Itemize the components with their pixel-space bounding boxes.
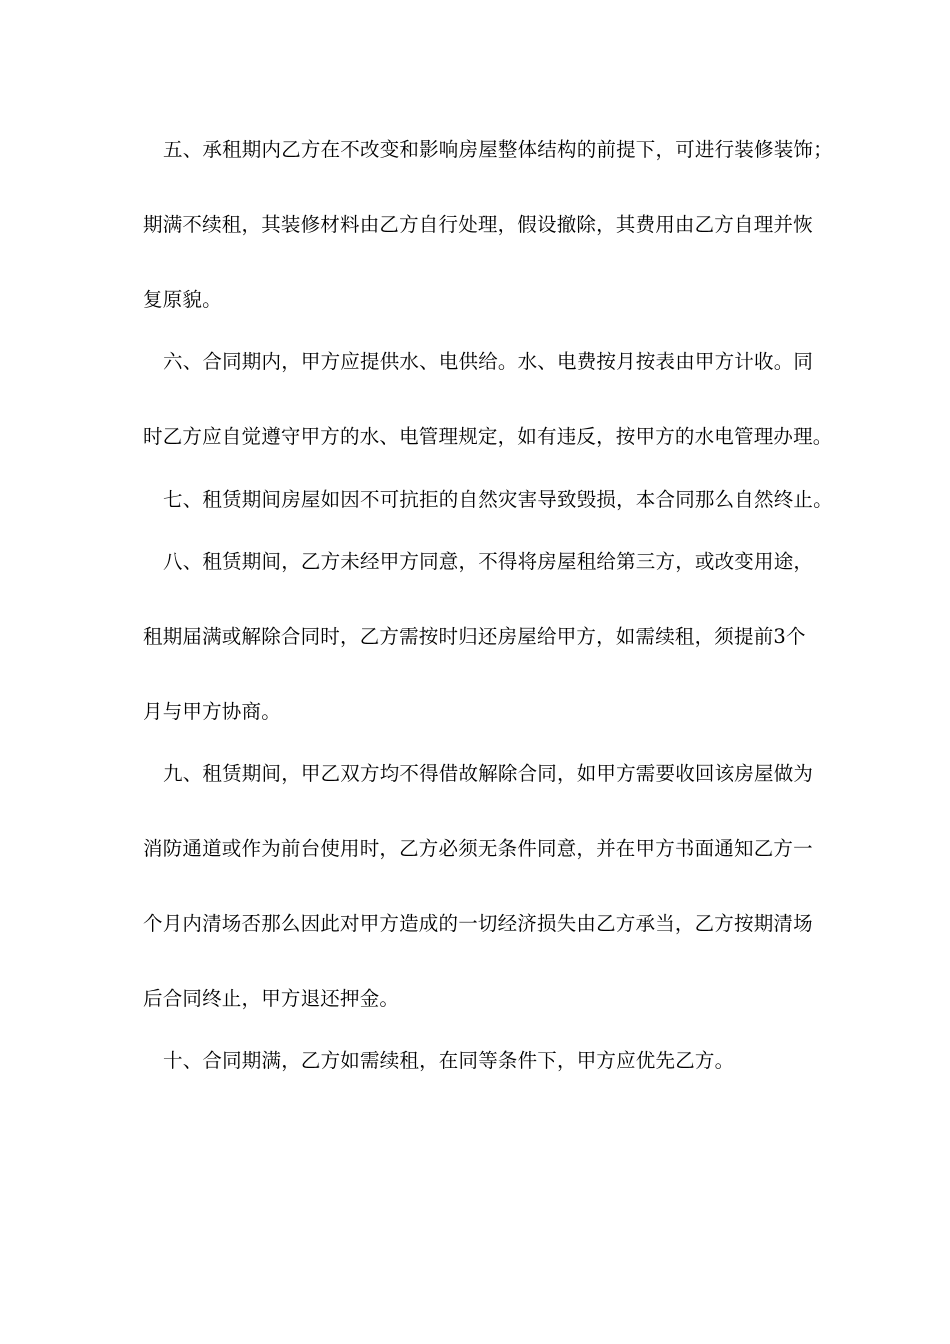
clause-8-line-3: 月与甲方协商。 (143, 700, 281, 723)
clause-9-line-1: 九、租赁期间，甲乙双方均不得借故解除合同，如甲方需要收回该房屋做为 (163, 762, 814, 785)
clause-7-line-1: 七、租赁期间房屋如因不可抗拒的自然灾害导致毁损，本合同那么自然终止。 (163, 488, 833, 511)
clause-8-line-1: 八、租赁期间，乙方未经甲方同意，不得将房屋租给第三方，或改变用途， (163, 550, 814, 573)
clause-8-number: 3 (773, 625, 787, 648)
clause-9-line-4: 后合同终止，甲方退还押金。 (143, 987, 400, 1010)
clause-6-line-2: 时乙方应自觉遵守甲方的水、电管理规定，如有违反，按甲方的水电管理办理。 (143, 425, 833, 448)
clause-9-line-3: 个月内清场否那么因此对甲方造成的一切经济损失由乙方承当，乙方按期清场 (143, 912, 813, 935)
clause-8-line-2 (143, 623, 813, 651)
clause-5-line-1: 五、承租期内乙方在不改变和影响房屋整体结构的前提下，可进行装修装饰； (163, 138, 833, 161)
clause-9-line-2: 消防通道或作为前台使用时，乙方必须无条件同意，并在甲方书面通知乙方一 (143, 837, 813, 860)
clause-6-line-1: 六、合同期内，甲方应提供水、电供给。水、电费按月按表由甲方计收。同 (163, 350, 814, 373)
clause-10-line-1: 十、合同期满，乙方如需续租，在同等条件下，甲方应优先乙方。 (163, 1049, 735, 1072)
clause-5-line-3: 复原貌。 (143, 288, 222, 311)
clause-5-line-2: 期满不续租，其装修材料由乙方自行处理，假设撤除，其费用由乙方自理并恢 (143, 213, 813, 236)
clause-8-line-2-tail: 个 (786, 625, 806, 648)
clause-8-line-2-text: 租期届满或解除合同时，乙方需按时归还房屋给甲方，如需续租，须提前 (143, 625, 774, 648)
